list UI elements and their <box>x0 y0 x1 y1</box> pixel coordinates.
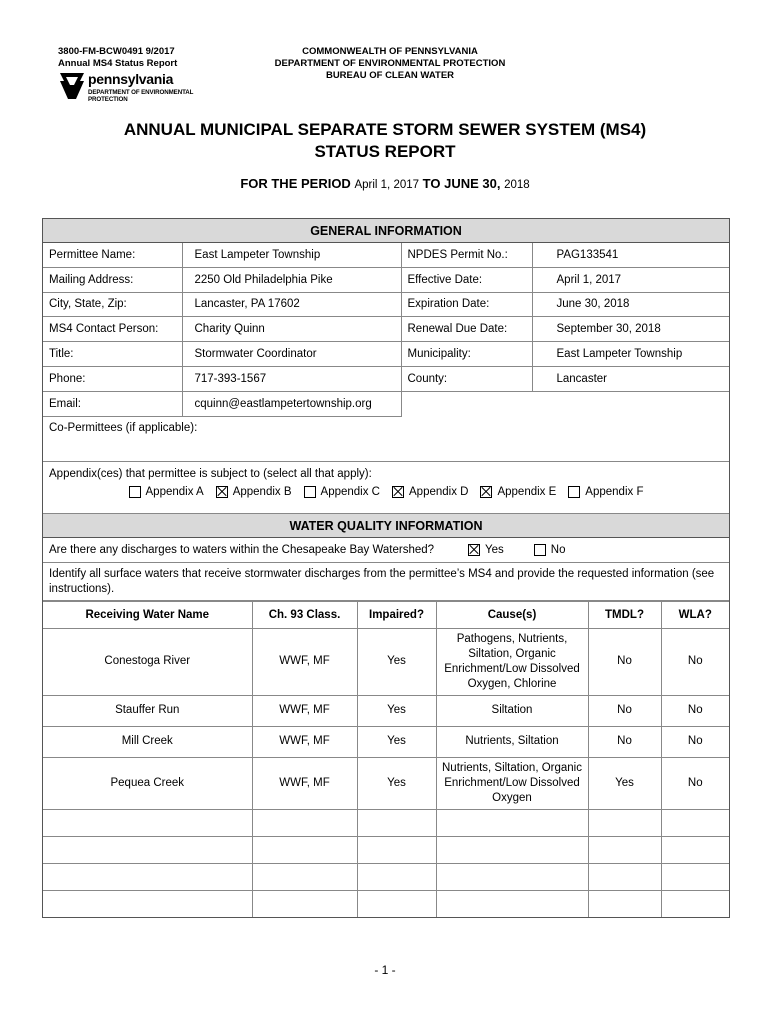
cell-impaired[interactable]: Yes <box>357 757 436 809</box>
water-quality-heading: WATER QUALITY INFORMATION <box>43 514 729 538</box>
cell-tmdl[interactable]: No <box>588 628 661 695</box>
appendix-row <box>43 462 729 514</box>
column-header: Ch. 93 Class. <box>252 601 357 628</box>
appendix-label: Appendix A <box>145 485 204 498</box>
cell-tmdl[interactable]: Yes <box>588 757 661 809</box>
general-info-value[interactable]: April 1, 2017 <box>532 267 729 292</box>
agency-line-3: BUREAU OF CLEAN WATER <box>325 70 455 81</box>
general-info-label: Email: <box>43 391 182 416</box>
form-id <box>58 46 177 70</box>
agency-line-1: COMMONWEALTH OF PENNSYLVANIA <box>302 46 478 57</box>
appendix-label: Appendix D <box>409 485 469 498</box>
column-header: Impaired? <box>357 601 436 628</box>
chesapeake-no[interactable] <box>534 544 566 556</box>
chesapeake-row <box>43 538 729 563</box>
column-header: TMDL? <box>588 601 661 628</box>
blank-cell[interactable] <box>252 863 357 890</box>
blank-row <box>43 890 729 917</box>
table-row <box>43 726 729 757</box>
table-row <box>43 757 729 809</box>
blank-row <box>43 836 729 863</box>
general-info-label: Municipality: <box>401 342 532 367</box>
cell-name[interactable]: Pequea Creek <box>43 757 252 809</box>
general-info-label: County: <box>401 366 532 391</box>
general-info-value[interactable]: September 30, 2018 <box>532 317 729 342</box>
cell-tmdl[interactable]: No <box>588 726 661 757</box>
blank-cell[interactable] <box>661 863 729 890</box>
appendix-checkbox[interactable] <box>304 486 316 498</box>
appendix-label: Appendix F <box>585 485 644 498</box>
yes-label: Yes <box>485 543 504 556</box>
general-info-row <box>43 292 729 317</box>
blank-cell[interactable] <box>436 863 588 890</box>
appendix-option[interactable] <box>129 486 204 498</box>
cell-impaired[interactable]: Yes <box>357 628 436 695</box>
receiving-waters-table <box>43 601 729 917</box>
blank-row <box>43 863 729 890</box>
page-number: - 1 - <box>374 963 396 977</box>
general-info-label: Expiration Date: <box>401 292 532 317</box>
appendix-option[interactable] <box>304 486 380 498</box>
appendix-checkbox[interactable] <box>392 486 404 498</box>
blank-cell[interactable] <box>661 836 729 863</box>
agency-line-2: DEPARTMENT OF ENVIRONMENTAL PROTECTION <box>274 58 506 69</box>
general-info-value[interactable]: PAG133541 <box>532 243 729 267</box>
general-info-label: Phone: <box>43 366 182 391</box>
blank-cell[interactable] <box>588 836 661 863</box>
blank-cell[interactable] <box>252 809 357 836</box>
blank-cell[interactable] <box>43 836 252 863</box>
blank-cell[interactable] <box>661 809 729 836</box>
cell-name[interactable]: Conestoga River <box>43 628 252 695</box>
general-info-row <box>43 317 729 342</box>
general-info-label: NPDES Permit No.: <box>401 243 532 267</box>
cell-impaired[interactable]: Yes <box>357 695 436 726</box>
general-info-row <box>43 391 729 416</box>
cell-cls[interactable]: WWF, MF <box>252 757 357 809</box>
blank-cell[interactable] <box>357 809 436 836</box>
cell-cls[interactable]: WWF, MF <box>252 695 357 726</box>
blank-cell[interactable] <box>43 863 252 890</box>
appendix-option[interactable] <box>392 486 468 498</box>
cell-impaired[interactable]: Yes <box>357 726 436 757</box>
blank-cell[interactable] <box>357 863 436 890</box>
title-line-1: ANNUAL MUNICIPAL SEPARATE STORM SEWER SYSTEM (MS4) <box>123 120 647 139</box>
blank-cell[interactable] <box>588 890 661 917</box>
cell-causes[interactable]: Nutrients, Siltation, Organic Enrichment/Low Dissolved Oxygen <box>436 757 588 809</box>
appendix-label: Appendix C <box>320 485 380 498</box>
general-info-row <box>43 267 729 292</box>
pa-keystone-icon <box>58 71 86 101</box>
cell-name[interactable]: Stauffer Run <box>43 695 252 726</box>
cell-cls[interactable]: WWF, MF <box>252 628 357 695</box>
general-info-heading: GENERAL INFORMATION <box>43 219 729 243</box>
blank-cell[interactable] <box>436 890 588 917</box>
cell-wla[interactable]: No <box>661 726 729 757</box>
period-year: 2018 <box>504 179 530 191</box>
blank-cell[interactable] <box>252 836 357 863</box>
general-info-label: Renewal Due Date: <box>401 317 532 342</box>
general-info-value[interactable]: East Lampeter Township <box>182 243 401 267</box>
copermittees-row[interactable] <box>43 417 729 462</box>
general-info-label: Permittee Name: <box>43 243 182 267</box>
cell-causes[interactable]: Siltation <box>436 695 588 726</box>
general-info-value[interactable]: Lancaster <box>532 366 729 391</box>
blank-cell[interactable] <box>436 809 588 836</box>
blank-cell[interactable] <box>661 890 729 917</box>
blank-cell[interactable] <box>357 890 436 917</box>
appendix-option[interactable] <box>568 486 643 498</box>
cell-wla[interactable]: No <box>661 695 729 726</box>
title-line-2: STATUS REPORT <box>314 142 456 161</box>
period-start: April 1, 2017 <box>354 179 420 191</box>
cell-cls[interactable]: WWF, MF <box>252 726 357 757</box>
cell-causes[interactable]: Nutrients, Siltation <box>436 726 588 757</box>
table-row <box>43 628 729 695</box>
general-info-row <box>43 366 729 391</box>
status-report-form <box>42 218 730 918</box>
blank-cell[interactable] <box>588 863 661 890</box>
general-info-table <box>43 243 729 417</box>
blank-row <box>43 809 729 836</box>
receiving-waters-header <box>43 601 729 628</box>
general-info-label: Mailing Address: <box>43 267 182 292</box>
blank-cell[interactable] <box>588 809 661 836</box>
blank-cell[interactable] <box>252 890 357 917</box>
chesapeake-question: Are there any discharges to waters within the Chesapeake Bay Watershed? <box>49 543 435 556</box>
copermittees-label: Co-Permittees (if applicable): <box>49 421 198 434</box>
appendix-option[interactable] <box>480 486 556 498</box>
reporting-period <box>40 176 730 191</box>
general-info-label: City, State, Zip: <box>43 292 182 317</box>
chesapeake-yes[interactable] <box>468 544 504 556</box>
general-info-row <box>43 342 729 367</box>
appendix-checkbox[interactable] <box>216 486 228 498</box>
general-info-value[interactable]: Charity Quinn <box>182 317 401 342</box>
cell-name[interactable]: Mill Creek <box>43 726 252 757</box>
appendix-checkbox[interactable] <box>480 486 492 498</box>
appendix-checkbox[interactable] <box>129 486 141 498</box>
general-info-value[interactable]: cquinn@eastlampetertownship.org <box>182 391 401 416</box>
column-header: Receiving Water Name <box>43 601 252 628</box>
general-info-value[interactable]: East Lampeter Township <box>532 342 729 367</box>
logo-sub-2: PROTECTION <box>88 96 128 103</box>
appendix-option[interactable] <box>216 486 292 498</box>
period-to: TO JUNE 30, <box>422 176 501 191</box>
logo-word: pennsylvania <box>88 71 174 87</box>
logo-subtitle <box>88 89 193 103</box>
identify-instructions: Identify all surface waters that receive stormwater discharges from the permittee’s MS4 and provide the requested information (see instructions). <box>43 563 729 601</box>
general-info-value[interactable]: Stormwater Coordinator <box>182 342 401 367</box>
blank-cell[interactable] <box>436 836 588 863</box>
general-info-row <box>43 243 729 267</box>
general-info-label <box>401 391 729 416</box>
cell-tmdl[interactable]: No <box>588 695 661 726</box>
logo-sub-1: DEPARTMENT OF ENVIRONMENTAL <box>88 89 194 96</box>
appendix-label: Appendix E <box>497 485 557 498</box>
general-info-value[interactable]: June 30, 2018 <box>532 292 729 317</box>
general-info-label: MS4 Contact Person: <box>43 317 182 342</box>
blank-cell[interactable] <box>43 890 252 917</box>
yes-checkbox[interactable] <box>468 544 480 556</box>
column-header: Cause(s) <box>436 601 588 628</box>
general-info-value[interactable]: Lancaster, PA 17602 <box>182 292 401 317</box>
appendix-checkboxes <box>49 486 723 498</box>
column-header: WLA? <box>661 601 729 628</box>
cell-causes[interactable]: Pathogens, Nutrients, Siltation, Organic Enrichment/Low Dissolved Oxygen, Chlorine <box>436 628 588 695</box>
general-info-value[interactable]: 717-393-1567 <box>182 366 401 391</box>
cell-wla[interactable]: No <box>661 628 729 695</box>
form-name: Annual MS4 Status Report <box>58 58 178 69</box>
table-row <box>43 695 729 726</box>
appendix-label: Appendix(ces) that permittee is subject to (select all that apply): <box>49 467 372 480</box>
report-title <box>40 119 730 163</box>
blank-cell[interactable] <box>43 809 252 836</box>
blank-cell[interactable] <box>357 836 436 863</box>
period-label: FOR THE PERIOD <box>240 176 351 191</box>
general-info-label: Title: <box>43 342 182 367</box>
cell-wla[interactable]: No <box>661 757 729 809</box>
no-checkbox[interactable] <box>534 544 546 556</box>
appendix-checkbox[interactable] <box>568 486 580 498</box>
general-info-value[interactable]: 2250 Old Philadelphia Pike <box>182 267 401 292</box>
agency-header <box>230 46 550 82</box>
form-number: 3800-FM-BCW0491 9/2017 <box>58 46 175 57</box>
pa-dep-logo <box>58 71 198 107</box>
general-info-label: Effective Date: <box>401 267 532 292</box>
appendix-label: Appendix B <box>232 485 292 498</box>
no-label: No <box>550 543 566 556</box>
